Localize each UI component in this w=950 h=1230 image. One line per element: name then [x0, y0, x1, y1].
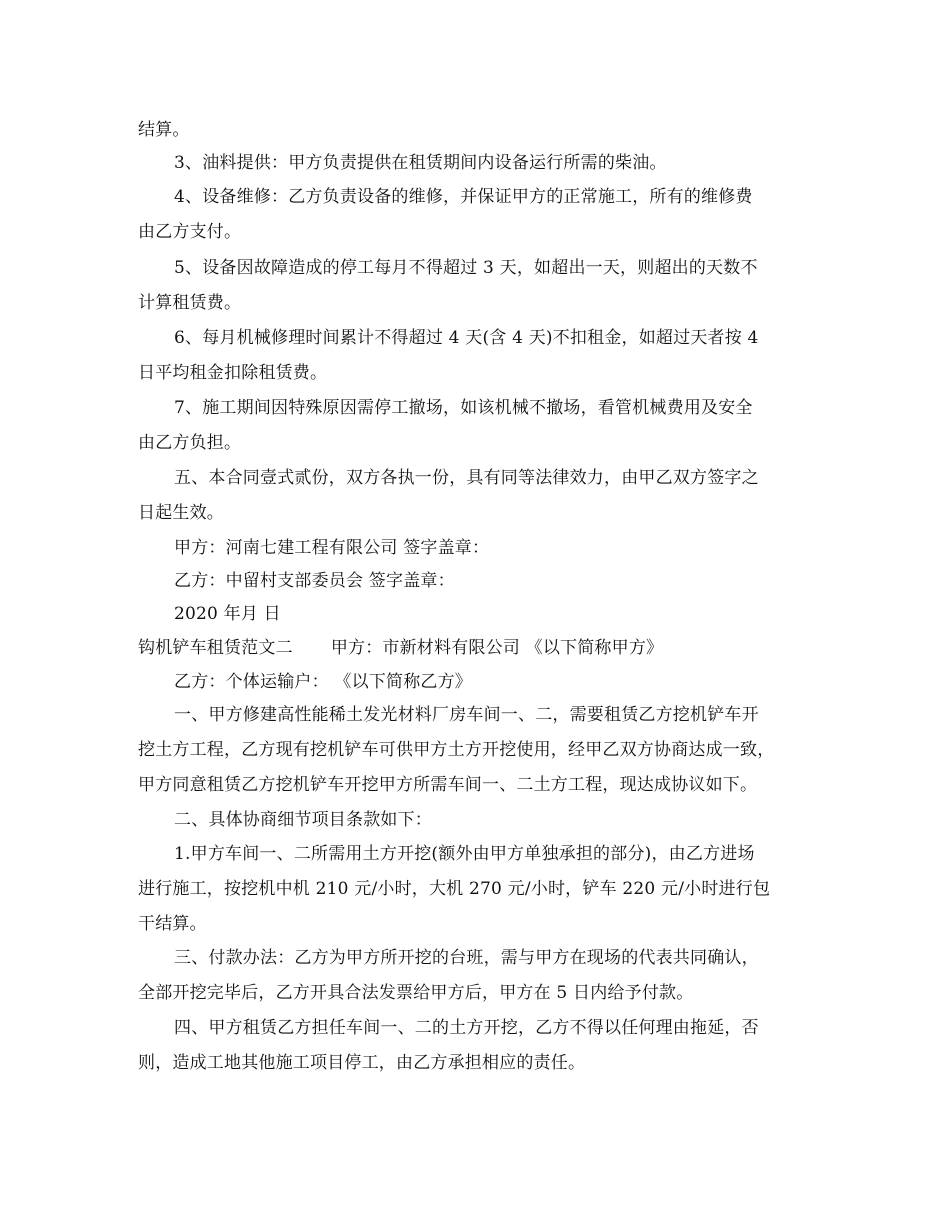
text-line: 挖土方工程，乙方现有挖机铲车可供甲方土方开挖使用，经甲乙双方协商达成一致，: [138, 740, 775, 760]
section-title: 钩机铲车租赁范文二: [138, 638, 293, 658]
text-line: 四、甲方租赁乙方担任车间一、二的土方开挖，乙方不得以任何理由拖延，否: [174, 1018, 759, 1038]
signature-date: 2020 年月 日: [174, 604, 281, 624]
text-line: 7、施工期间因特殊原因需停工撤场，如该机械不撤场，看管机械费用及安全: [174, 398, 753, 418]
text-line: 全部开挖完毕后，乙方开具合法发票给甲方后，甲方在 5 日内给予付款。: [138, 983, 694, 1003]
signature-party-b: 乙方：中留村支部委员会 签字盖章：: [174, 571, 455, 591]
text-line: 3、油料提供：甲方负责提供在租赁期间内设备运行所需的柴油。: [174, 153, 667, 173]
text-line: 三、付款办法：乙方为甲方所开挖的台班，需与甲方在现场的代表共同确认，: [174, 948, 759, 968]
text-line: 由乙方支付。: [138, 222, 242, 242]
text-line: 二、具体协商细节项目条款如下：: [174, 810, 432, 830]
text-line: 计算租赁费。: [138, 293, 242, 313]
text-line: 一、甲方修建高性能稀土发光材料厂房车间一、二，需要租赁乙方挖机铲车开: [174, 705, 759, 725]
text-line: 则，造成工地其他施工项目停工，由乙方承担相应的责任。: [138, 1053, 586, 1073]
section-heading: [138, 636, 838, 660]
text-line: 由乙方负担。: [138, 433, 242, 453]
text-line: 结算。: [138, 120, 190, 140]
signature-party-a: 甲方：河南七建工程有限公司 签字盖章：: [174, 538, 490, 558]
text-line: 6、每月机械修理时间累计不得超过 4 天(含 4 天)不扣租金，如超过天者按 4: [174, 328, 759, 348]
text-line: 1.甲方车间一、二所需用土方开挖(额外由甲方单独承担的部分)，由乙方进场: [174, 844, 755, 864]
party-b-line: 乙方：个体运输户： 《以下简称乙方》: [174, 672, 473, 692]
text-line: 日起生效。: [138, 503, 224, 523]
text-line: 4、设备维修：乙方负责设备的维修，并保证甲方的正常施工，所有的维修费: [174, 187, 753, 207]
text-line: 进行施工，按挖机中机 210 元/小时，大机 270 元/小时，铲车 220 元/小时进行包: [138, 879, 771, 899]
text-line: 日平均租金扣除租赁费。: [138, 363, 328, 383]
text-line: 五、本合同壹式贰份，双方各执一份，具有同等法律效力，由甲乙双方签字之: [174, 468, 759, 488]
text-line: 5、设备因故障造成的停工每月不得超过 3 天，如超出一天，则超出的天数不: [174, 258, 758, 278]
party-a-line: 甲方：市新材料有限公司 《以下简称甲方》: [330, 638, 664, 658]
text-line: 干结算。: [138, 914, 207, 934]
text-line: 甲方同意租赁乙方挖机铲车开挖甲方所需车间一、二土方工程，现达成协议如下。: [138, 775, 758, 795]
